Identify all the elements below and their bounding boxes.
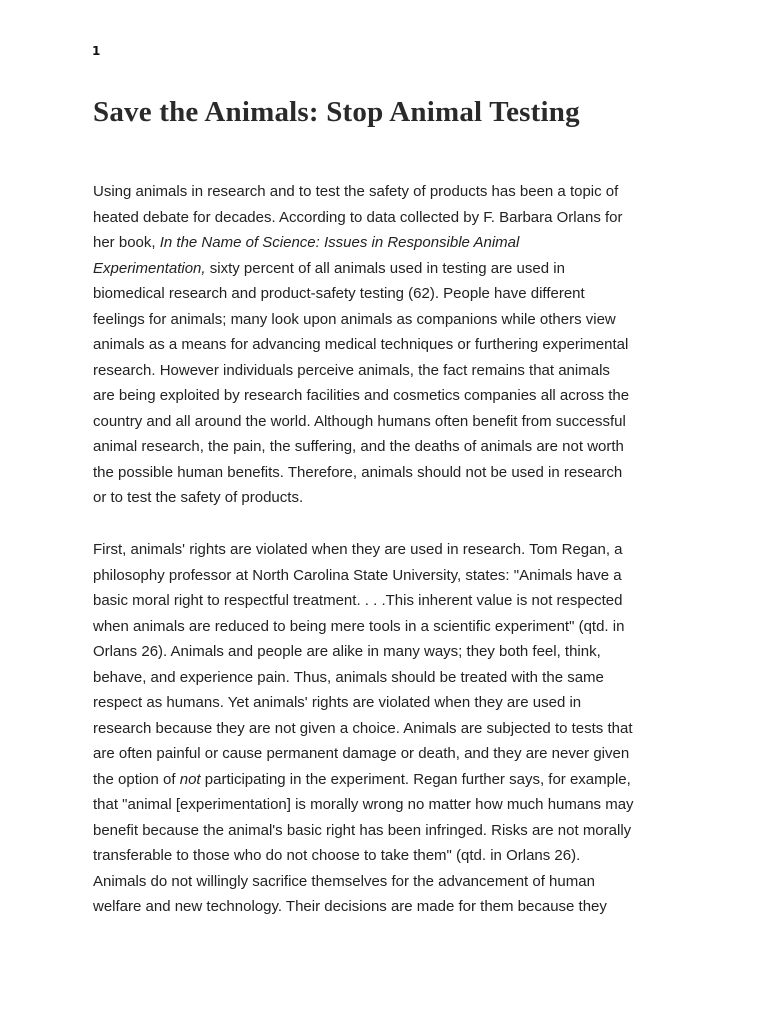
text-line: transferable to those who do not choose to take them" (qtd. in Orlans 26).	[93, 847, 581, 864]
text-line: when animals are reduced to being mere tools in a scientific experiment" (qtd. in	[93, 617, 625, 635]
text-line: or to test the safety of products.	[93, 489, 304, 506]
text-line: First, animals' rights are violated when they are used in research. Tom Regan, a	[93, 541, 623, 558]
text-line: animals as a means for advancing medical techniques or furthering experimental	[93, 336, 629, 353]
page-number: 1	[92, 44, 101, 58]
text-line: that "animal [experimentation] is morally wrong no matter how much humans may	[93, 796, 634, 813]
emphasized-word: not	[179, 770, 201, 788]
text-line: research because they are not given a choice. Animals are subjected to tests that	[93, 719, 633, 737]
text-line: respect as humans. Yet animals' rights are violated when they are used in	[93, 694, 582, 711]
text-line: philosophy professor at North Carolina State University, states: "Animals have a	[93, 566, 622, 584]
text-line: are being exploited by research facilities and cosmetics companies all across the	[93, 387, 630, 404]
text-line: her book, In the Name of Science: Issues in Responsible Animal	[93, 234, 520, 251]
book-title: In the Name of Science: Issues in Responsible Animal	[159, 234, 520, 251]
paragraph-2	[93, 537, 683, 920]
paragraph-1	[93, 179, 683, 511]
text-line: heated debate for decades. According to data collected by F. Barbara Orlans for	[93, 208, 623, 226]
text-line: behave, and experience pain. Thus, animals should be treated with the same	[93, 668, 604, 686]
text-line: Using animals in research and to test the safety of products has been a topic of	[93, 183, 619, 200]
book-title-continued: Experimentation,	[93, 259, 206, 277]
text-line: Orlans 26). Animals and people are alike in many ways; they both feel, think,	[93, 643, 601, 660]
text-line: feelings for animals; many look upon animals as companions while others view	[93, 310, 616, 328]
text-line: animal research, the pain, the suffering, and the deaths of animals are not worth	[93, 438, 624, 455]
text-line: biomedical research and product-safety testing (62). People have different	[93, 285, 585, 302]
text-line: research. However individuals perceive animals, the fact remains that animals	[93, 361, 610, 379]
text-line: are often painful or cause permanent damage or death, and they are never given	[93, 745, 630, 762]
text-line: basic moral right to respectful treatment. . . .This inherent value is not respected	[93, 592, 623, 609]
text-line: the option of not participating in the experiment. Regan further says, for example,	[93, 770, 631, 788]
text-line: benefit because the animal's basic right has been infringed. Risks are not morally	[93, 821, 632, 839]
text-line: Animals do not willingly sacrifice themselves for the advancement of human	[93, 872, 595, 890]
text-line: Experimentation, sixty percent of all animals used in testing are used in	[93, 259, 565, 277]
document-title: Save the Animals: Stop Animal Testing	[93, 96, 580, 128]
text-line: welfare and new technology. Their decisions are made for them because they	[93, 898, 607, 915]
text-line: country and all around the world. Although humans often benefit from successful	[93, 412, 626, 430]
text-line: the possible human benefits. Therefore, animals should not be used in research	[93, 463, 623, 481]
